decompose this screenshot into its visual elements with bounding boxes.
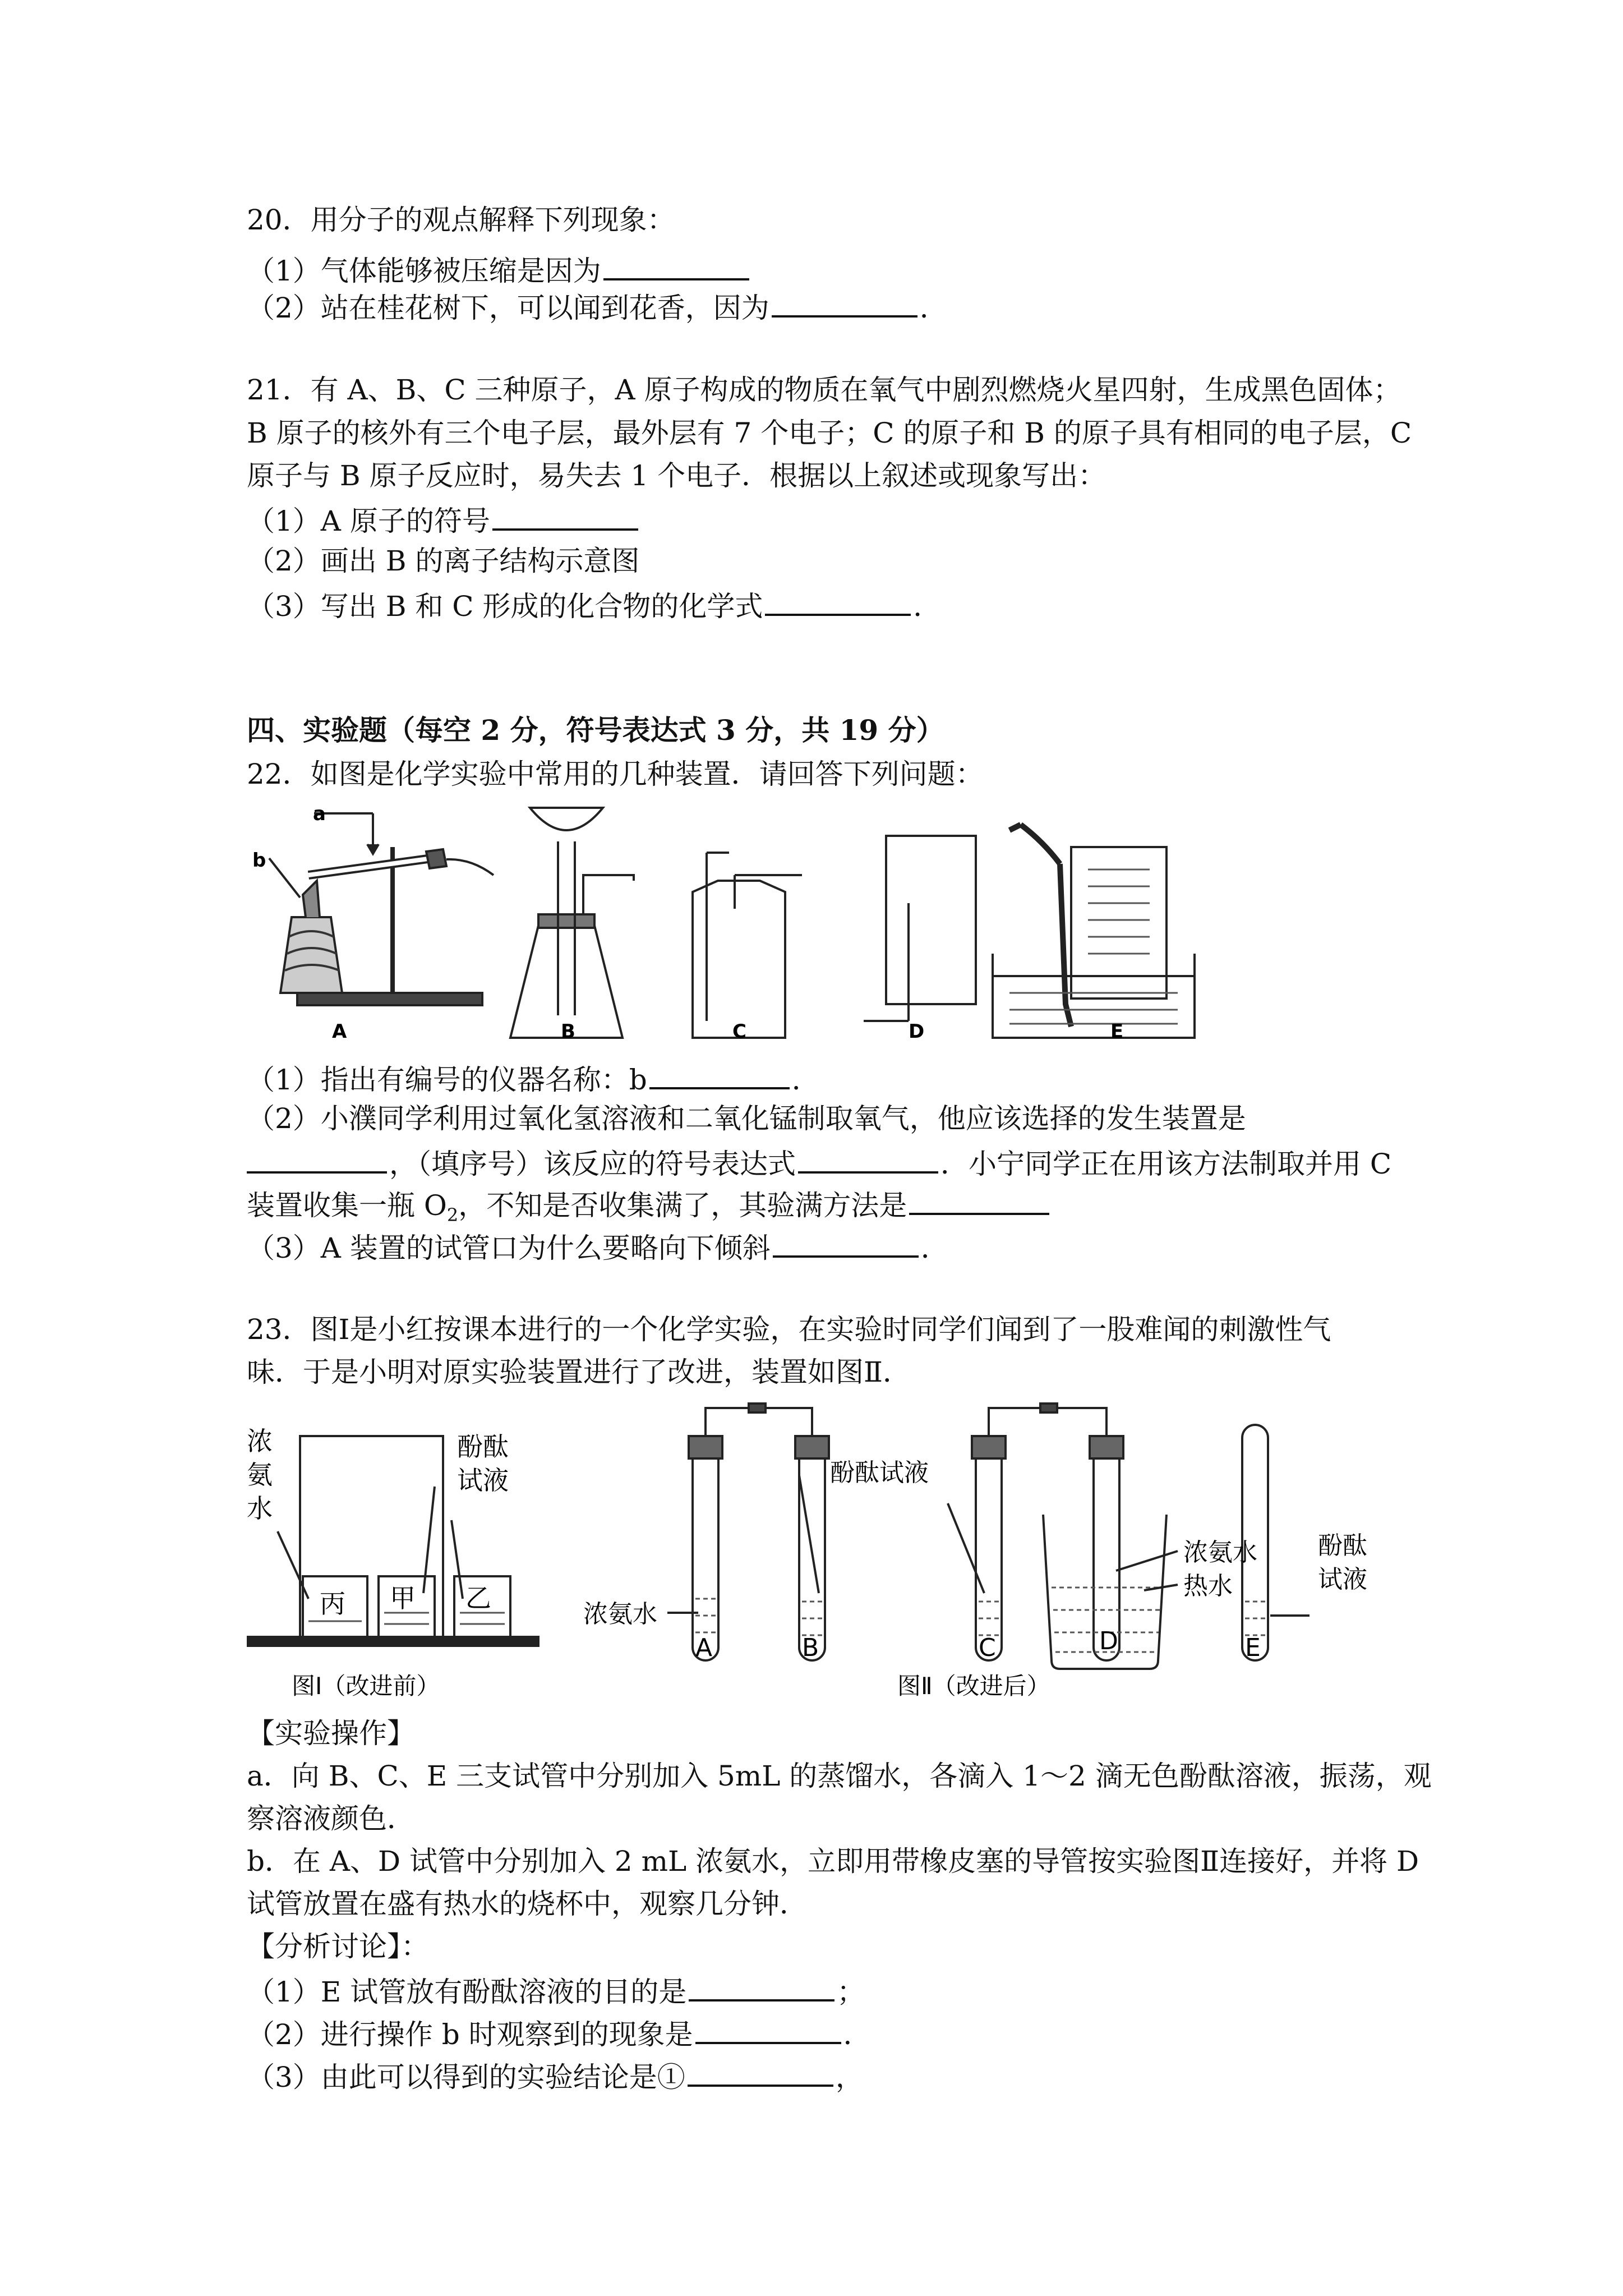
q23-line-1: 23．图Ⅰ是小红按课本进行的一个化学实验，在实验时同学们闻到了一股难闻的刺激性气 xyxy=(247,1313,1331,1346)
fig2-reshui-label: 热水 xyxy=(1183,1572,1233,1600)
fig1-bing: 丙 xyxy=(320,1589,345,1619)
q21-line-3: 原子与 B 原子反应时，易失去 1 个电子．根据以上叙述或现象写出： xyxy=(247,459,1106,492)
fig2-label-C: C xyxy=(979,1634,996,1662)
q21-part2: （2）画出 B 的离子结构示意图 xyxy=(247,545,640,577)
q22-part2-line2: ，（填序号）该反应的符号表达式 ．小宁同学正在用该方法制取并用 C xyxy=(247,1144,1391,1181)
label-D: D xyxy=(909,1020,925,1043)
q22-part2-line3: 装置收集一瓶 $O_2$，不知是否收集满了，其验满方法是 xyxy=(247,1186,1052,1232)
q23-disc-1: （1）E 试管放有酚酞溶液的目的是 ； xyxy=(247,1972,865,2009)
q23-figure-2 xyxy=(583,1402,1396,1705)
fig2-caption: 图Ⅱ（改进后） xyxy=(897,1672,1050,1700)
q23-op-b-1: b．在 A、D 试管中分别加入 2 mL 浓氨水，立即用带橡皮塞的导管按实验图Ⅱ连接好，并将 D xyxy=(247,1845,1419,1878)
fig2-label-A: A xyxy=(695,1634,713,1662)
fig2-nongan-label-d: 浓氨水 xyxy=(1183,1538,1257,1567)
fig2-fentai-e2: 试液 xyxy=(1318,1565,1367,1594)
q23-op-a-1: a．向 B、C、E 三支试管中分别加入 5mL 的蒸馏水，各滴入 1～2 滴无色酚酞溶液，振荡，观 xyxy=(247,1760,1432,1792)
fig2-label-B: B xyxy=(802,1634,819,1662)
label-a: a xyxy=(313,803,326,825)
q21-part1: （1）A 原子的符号 xyxy=(247,501,640,538)
q22-part1: （1）指出有编号的仪器名称：b ． xyxy=(247,1060,820,1097)
fig1-jia: 甲 xyxy=(390,1583,416,1613)
q21-line-1: 21．有 A、B、C 三种原子，A 原子构成的物质在氧气中剧烈燃烧火星四射，生成黑色固体； xyxy=(247,374,1401,406)
fig1-fentai-1: 酚酞 xyxy=(457,1432,509,1462)
q23-op-b-2: 试管放置在盛有热水的烧杯中，观察几分钟． xyxy=(247,1888,808,1920)
q23-blank-1[interactable] xyxy=(689,1972,834,2001)
label-C: C xyxy=(732,1020,746,1043)
q21-blank-3[interactable] xyxy=(765,587,911,616)
q21-line-2: B 原子的核外有三个电子层，最外层有 7 个电子；C 的原子和 B 的原子具有相同的电子层，C xyxy=(247,417,1412,449)
q23-blank-3[interactable] xyxy=(688,2058,833,2087)
q22-blank-3[interactable] xyxy=(798,1144,938,1174)
label-b: b xyxy=(252,849,266,872)
fig1-nongan-2: 氨 xyxy=(247,1460,273,1490)
q22-stem: 22．如图是化学实验中常用的几种装置．请回答下列问题： xyxy=(247,758,984,790)
q20-part1: （1）气体能够被压缩是因为 xyxy=(247,251,751,288)
q22-figure xyxy=(247,791,1223,1043)
q23-disc-2: （2）进行操作 b 时观察到的现象是 ． xyxy=(247,2015,872,2051)
fig1-yi: 乙 xyxy=(465,1583,491,1613)
q21-blank-1[interactable] xyxy=(492,501,638,531)
q20-blank-2[interactable] xyxy=(772,288,917,318)
q22-part3: （3）A 装置的试管口为什么要略向下倾斜 ． xyxy=(247,1228,949,1265)
q23-op-title: 【实验操作】 xyxy=(247,1717,415,1750)
label-A: A xyxy=(332,1020,347,1043)
stand-base xyxy=(297,993,482,1005)
q23-disc-title: 【分析讨论】： xyxy=(247,1930,429,1963)
fig1-caption: 图Ⅰ（改进前） xyxy=(292,1672,440,1700)
label-B: B xyxy=(561,1020,575,1043)
q22-blank-5[interactable] xyxy=(773,1228,919,1258)
q23-blank-2[interactable] xyxy=(695,2015,841,2044)
section-4-title: 四、实验题（每空 2 分，符号表达式 3 分，共 19 分） xyxy=(247,714,944,747)
fig2-nongan-label-a: 浓氨水 xyxy=(583,1600,657,1628)
fig1-nongan-1: 浓 xyxy=(247,1426,273,1456)
fig2-label-E: E xyxy=(1245,1634,1261,1662)
fig1-nongan-3: 水 xyxy=(247,1493,273,1524)
q23-op-a-2: 察溶液颜色． xyxy=(247,1802,415,1835)
q23-figure-1 xyxy=(247,1402,561,1705)
fig2-fentai-e1: 酚酞 xyxy=(1318,1531,1367,1560)
fig2-label-D: D xyxy=(1099,1627,1118,1655)
q22-blank-1[interactable] xyxy=(649,1060,790,1089)
q23-line-2: 味．于是小明对原实验装置进行了改进，装置如图Ⅱ． xyxy=(247,1356,911,1388)
q22-blank-2[interactable] xyxy=(247,1144,387,1174)
q22-blank-4[interactable] xyxy=(909,1186,1049,1215)
q21-part3: （3）写出 B 和 C 形成的化合物的化学式 ． xyxy=(247,587,941,623)
q22-part2-line1: （2）小濮同学利用过氧化氢溶液和二氧化锰制取氧气，他应该选择的发生装置是 xyxy=(247,1102,1246,1135)
q23-disc-3: （3）由此可以得到的实验结论是① ， xyxy=(247,2058,864,2094)
fig1-fentai-2: 试液 xyxy=(457,1465,509,1496)
q20-part2: （2）站在桂花树下，可以闻到花香，因为 ． xyxy=(247,288,948,325)
label-E: E xyxy=(1110,1020,1124,1043)
q20-blank-1[interactable] xyxy=(603,251,749,280)
q20-stem: 20．用分子的观点解释下列现象： xyxy=(247,204,675,236)
fig2-fentai-label: 酚酞试液 xyxy=(830,1458,929,1487)
